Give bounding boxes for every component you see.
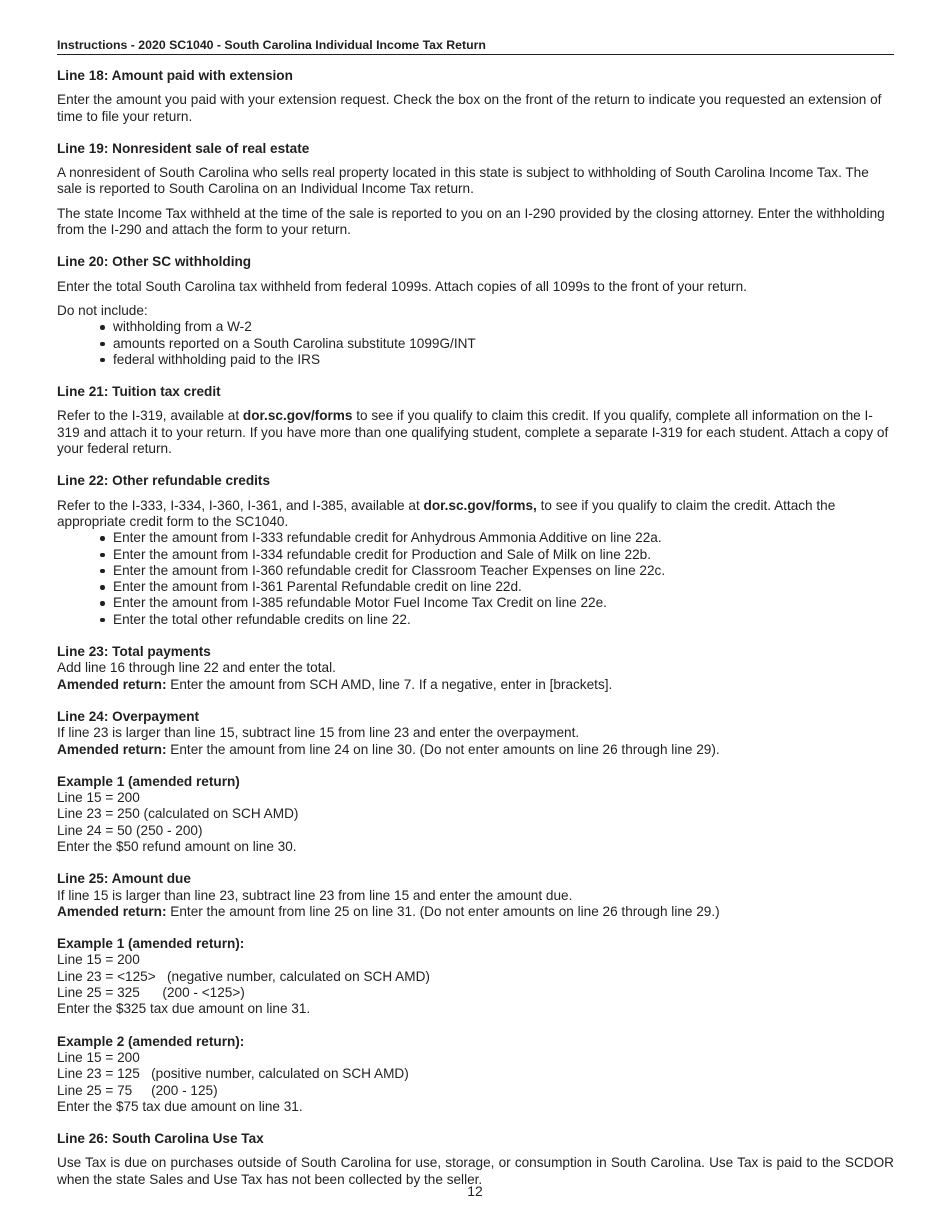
forms-link[interactable]: dor.sc.gov/forms, bbox=[423, 497, 537, 513]
section-heading: Line 18: Amount paid with extension bbox=[57, 68, 293, 83]
example-line: Line 23 = 250 (calculated on SCH AMD) bbox=[57, 806, 299, 822]
document-body bbox=[57, 68, 894, 1204]
bullet-list bbox=[57, 319, 894, 368]
section-text bbox=[57, 408, 894, 457]
example-heading: Example 1 (amended return) bbox=[57, 773, 240, 789]
amended-note bbox=[57, 677, 894, 693]
text-run: to see if you qualify to claim this credit. If you qualify, complete all information on the I-319 and attach it to your return. If you have more than one qualifying student, complete a separate I-319 for each student. Attach a copy of your federal return. bbox=[57, 408, 889, 457]
section-heading: Line 19: Nonresident sale of real estate bbox=[57, 140, 310, 156]
section-line-20 bbox=[57, 254, 894, 368]
page-number: 12 bbox=[467, 1183, 483, 1199]
example-line: Line 15 = 200 bbox=[57, 952, 140, 968]
section-text: Enter the total South Carolina tax withheld from federal 1099s. Attach copies of all 1099s to the front of your return. bbox=[57, 278, 747, 294]
section-text bbox=[57, 498, 894, 531]
example-2-line-25 bbox=[57, 1034, 894, 1115]
section-line-25 bbox=[57, 871, 894, 920]
section-text: A nonresident of South Carolina who sells real property located in this state is subject to withholding of South Carolina Income Tax. The sale is reported to South Carolina on an Individual Income Tax return. bbox=[57, 165, 869, 197]
example-line: Line 23 = 125 (positive number, calculated on SCH AMD) bbox=[57, 1066, 409, 1082]
section-line-19 bbox=[57, 141, 894, 238]
list-item: Enter the total other refundable credits on line 22. bbox=[98, 612, 894, 628]
section-line-24 bbox=[57, 709, 894, 758]
text-run: Refer to the I-333, I-334, I-360, I-361, and I-385, available at bbox=[57, 497, 424, 513]
list-item: Enter the amount from I-385 refundable Motor Fuel Income Tax Credit on line 22e. bbox=[98, 595, 894, 611]
section-heading: Line 26: South Carolina Use Tax bbox=[57, 1131, 264, 1147]
amended-text: Enter the amount from SCH AMD, line 7. If a negative, enter in [brackets]. bbox=[166, 676, 613, 692]
section-text: If line 23 is larger than line 15, subtract line 15 from line 23 and enter the overpayment. bbox=[57, 725, 580, 741]
amended-label: Amended return: bbox=[57, 741, 167, 757]
list-item: Enter the amount from I-334 refundable credit for Production and Sale of Milk on line 22b. bbox=[98, 547, 894, 563]
document-header: Instructions - 2020 SC1040 - South Carolina Individual Income Tax Return bbox=[57, 38, 894, 55]
section-text: Do not include: bbox=[57, 302, 148, 318]
example-line: Line 25 = 75 (200 - 125) bbox=[57, 1082, 218, 1098]
example-line: Enter the $75 tax due amount on line 31. bbox=[57, 1098, 303, 1114]
list-item: Enter the amount from I-333 refundable credit for Anhydrous Ammonia Additive on line 22a. bbox=[98, 530, 894, 546]
example-line-24 bbox=[57, 774, 894, 855]
list-item: Enter the amount from I-361 Parental Refundable credit on line 22d. bbox=[98, 579, 894, 595]
example-line: Line 15 = 200 bbox=[57, 1049, 140, 1065]
section-text: Enter the amount you paid with your extension request. Check the box on the front of the return to indicate you requested an extension of time to file your return. bbox=[57, 92, 882, 124]
amended-note bbox=[57, 742, 894, 758]
amended-label: Amended return: bbox=[57, 903, 167, 919]
section-heading: Line 22: Other refundable credits bbox=[57, 473, 271, 489]
bullet-list bbox=[57, 530, 894, 628]
example-line: Line 25 = 325 (200 - <125>) bbox=[57, 985, 245, 1001]
example-1-line-25 bbox=[57, 936, 894, 1017]
amended-note bbox=[57, 904, 894, 920]
section-line-22 bbox=[57, 473, 894, 628]
list-item: federal withholding paid to the IRS bbox=[98, 352, 894, 368]
example-line: Enter the $50 refund amount on line 30. bbox=[57, 838, 297, 854]
example-line: Enter the $325 tax due amount on line 31. bbox=[57, 1001, 311, 1017]
section-text: The state Income Tax withheld at the time of the sale is reported to you on an I-290 provided by the closing attorney. Enter the withholding from the I-290 and attach the form to your return. bbox=[57, 205, 885, 238]
amended-text: Enter the amount from line 24 on line 30. (Do not enter amounts on line 26 through line 29). bbox=[166, 741, 720, 757]
amended-text: Enter the amount from line 25 on line 31. (Do not enter amounts on line 26 through line 29.) bbox=[166, 903, 720, 919]
example-line: Line 23 = <125> (negative number, calculated on SCH AMD) bbox=[57, 968, 430, 984]
list-item: withholding from a W-2 bbox=[98, 319, 894, 335]
section-line-23 bbox=[57, 644, 894, 693]
list-item: amounts reported on a South Carolina substitute 1099G/INT bbox=[98, 336, 894, 352]
example-heading: Example 2 (amended return): bbox=[57, 1033, 245, 1049]
text-run: Refer to the I-319, available at bbox=[57, 408, 243, 424]
section-text: Add line 16 through line 22 and enter the total. bbox=[57, 660, 336, 676]
list-item: Enter the amount from I-360 refundable credit for Classroom Teacher Expenses on line 22c. bbox=[98, 563, 894, 579]
section-heading: Line 25: Amount due bbox=[57, 871, 191, 887]
example-heading: Example 1 (amended return): bbox=[57, 936, 245, 952]
section-heading: Line 21: Tuition tax credit bbox=[57, 384, 221, 400]
example-line: Line 15 = 200 bbox=[57, 790, 140, 806]
text-run: to see if you qualify to claim the credit. Attach the appropriate credit form to the SC1040. bbox=[57, 497, 836, 529]
section-line-26 bbox=[57, 1131, 894, 1188]
section-heading: Line 23: Total payments bbox=[57, 644, 211, 660]
section-text: Use Tax is due on purchases outside of South Carolina for use, storage, or consumption in South Carolina. Use Tax is paid to the SCDOR when the state Sales and Use Tax has not been collected by the seller. bbox=[57, 1155, 894, 1187]
example-line: Line 24 = 50 (250 - 200) bbox=[57, 822, 203, 838]
section-heading: Line 20: Other SC withholding bbox=[57, 254, 252, 270]
section-line-18 bbox=[57, 68, 894, 125]
section-line-21 bbox=[57, 384, 894, 457]
forms-link[interactable]: dor.sc.gov/forms bbox=[242, 408, 353, 424]
amended-label: Amended return: bbox=[57, 676, 167, 692]
section-heading: Line 24: Overpayment bbox=[57, 708, 200, 724]
section-text: If line 15 is larger than line 23, subtract line 23 from line 15 and enter the amount due. bbox=[57, 887, 573, 903]
